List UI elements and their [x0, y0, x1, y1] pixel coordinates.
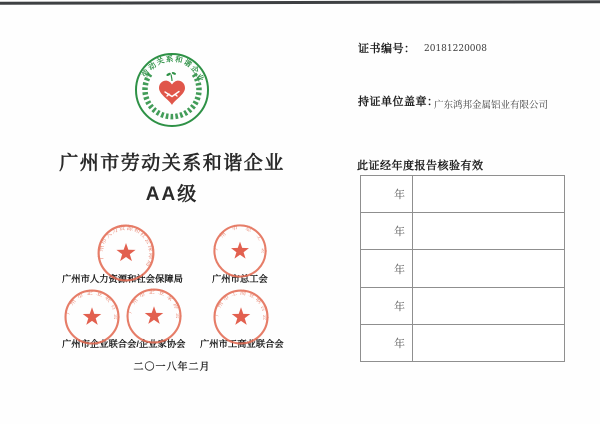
- seal-enterprise-confederation: [62, 287, 122, 347]
- seal-entrepreneurs-association: [124, 286, 184, 346]
- certificate-title: 广州市劳动关系和谐企业: [59, 153, 285, 174]
- seal-star-icon: [83, 307, 102, 325]
- verification-cell: [413, 288, 564, 324]
- table-row: [361, 176, 564, 213]
- year-cell: 年: [361, 288, 413, 324]
- cert-no-value: 20181220008: [424, 44, 487, 54]
- seal-star-icon: [116, 243, 135, 261]
- table-row: [361, 213, 564, 250]
- svg-text:广州市企业联合会: 广州市企业联合会: [64, 289, 120, 324]
- issue-date: 二〇一八年二月: [133, 362, 211, 373]
- table-row: [361, 250, 564, 287]
- svg-text:广州市工商业联合会: 广州市工商业联合会: [213, 289, 269, 323]
- logo-heart-handshake: [159, 72, 185, 105]
- seal-label-hrss-bureau: 广州市人力资源和社会保障局: [62, 274, 183, 284]
- annual-verification-table: [360, 175, 565, 362]
- svg-text:广州市总工会: 广州市总工会: [213, 224, 267, 261]
- year-cell: 年: [361, 213, 413, 249]
- svg-text:广州市人力资源和社会保障局: 广州市人力资源和社会保障局: [97, 224, 155, 269]
- logo-arc-text: 劳动关系和谐企业: [140, 54, 207, 84]
- seal-star-icon: [231, 242, 249, 259]
- seal-label-industry-commerce-federation: 广州市工商业联合会: [200, 339, 284, 349]
- annual-verification-note: 此证经年度报告核验有效: [357, 160, 484, 172]
- year-cell: 年: [361, 250, 413, 286]
- seal-star-icon: [232, 307, 251, 325]
- seal-trade-union: [211, 222, 269, 280]
- seal-star-icon: [145, 306, 164, 324]
- seal-industry-commerce-federation: [211, 287, 271, 347]
- verification-cell: [413, 325, 564, 361]
- year-cell: 年: [361, 325, 413, 361]
- year-cell: 年: [361, 176, 413, 212]
- table-row: [361, 325, 564, 361]
- svg-text:广州市企业家协会: 广州市企业家协会: [126, 288, 182, 323]
- verification-cell: [413, 213, 564, 249]
- scan-edge-line: [0, 0, 600, 5]
- verification-cell: [413, 250, 564, 286]
- seal-label-enterprise-confederation: 广州市企业联合会/企业家协会: [62, 339, 186, 349]
- verification-cell: [413, 176, 564, 212]
- holder-seal-label: 持证单位盖章：: [358, 96, 439, 108]
- holder-company-name: 广东鸿邦金属铝业有限公司: [434, 100, 549, 111]
- certificate-grade: AA级: [145, 184, 199, 205]
- cert-no-label: 证书编号：: [358, 43, 416, 55]
- harmony-emblem-logo-icon: [134, 52, 210, 128]
- seal-label-trade-union: 广州市总工会: [212, 274, 268, 284]
- seal-hrss-bureau: [95, 222, 157, 284]
- table-row: [361, 288, 564, 325]
